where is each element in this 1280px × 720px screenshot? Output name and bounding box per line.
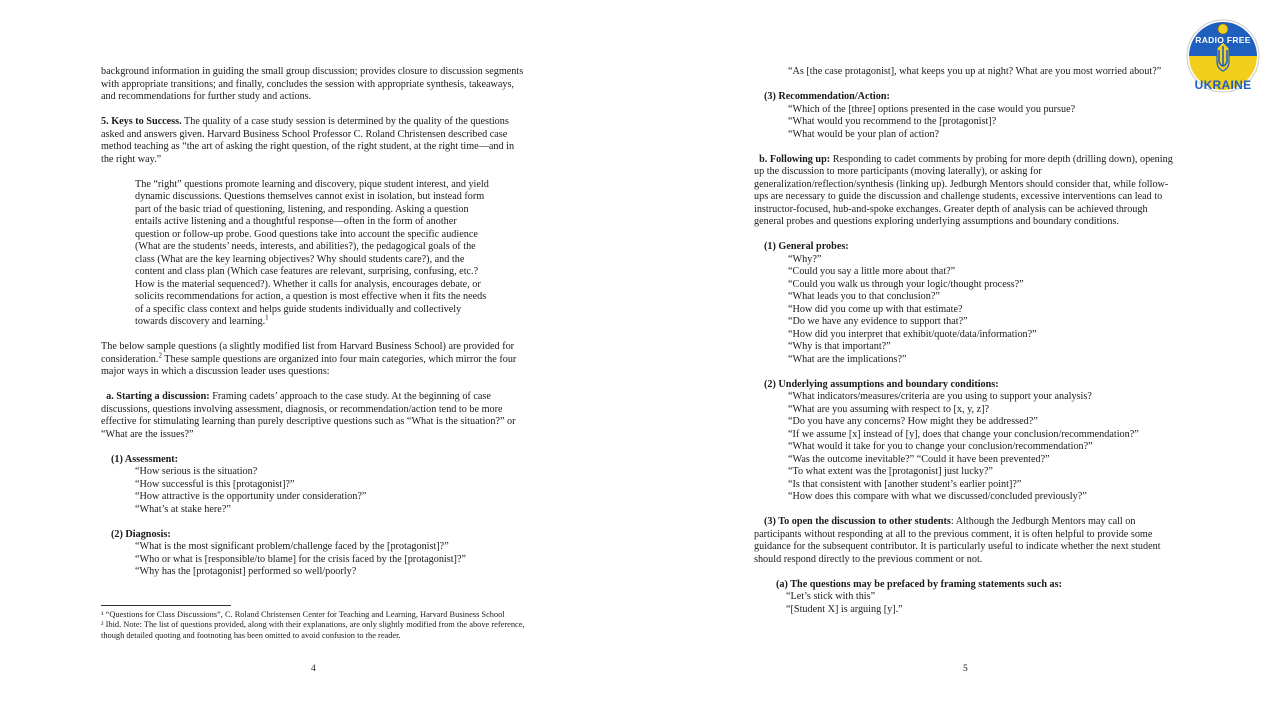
logo-top-text: RADIO FREE [1195, 35, 1251, 45]
assessment-heading [111, 454, 526, 467]
probes-heading [764, 241, 1174, 254]
framing-item: “Let’s stick with this” [786, 591, 876, 602]
assumption-item: “Is that consistent with [another student’s earlier point]?” [788, 478, 1022, 490]
assumption-item: “Do you have any concerns? How might they be addressed?” [788, 416, 1038, 427]
assumption-item: “How does this compare with what we discussed/concluded previously?” [788, 491, 1087, 502]
starting-heading: a. Starting a discussion: [106, 391, 210, 402]
probe-item: “How did you come up with that estimate? [788, 303, 963, 315]
starting-text: Framing cadets’ approach to the case study. At the beginning of case discussions, questions involving assessment, diagnosis, or recommendation/action tend to be more effective for stimulating learning than purely descriptive questions such as “What is the situation?” or “What are the issues?” [101, 391, 516, 440]
block-quote [135, 179, 490, 329]
footnote-ref-2: 2 [158, 351, 162, 360]
footnote-ref-1: 1 [265, 313, 269, 322]
assumption-item: “If we assume [x] instead of [y], does that change your conclusion/recommendation?” [788, 428, 1139, 440]
recommendation-heading [764, 91, 1174, 104]
probe-item: “Could you say a little more about that?” [788, 266, 956, 277]
recommendation-question: “Which of the [three] options presented in the case would you pursue? [788, 103, 1076, 115]
keys-heading: 5. Keys to Success. [101, 116, 182, 127]
diagnosis-question: “Who or what is [responsible/to blame] for the crisis faced by the [protagonist]?” [135, 553, 466, 565]
assessment-question: “How serious is the situation? [135, 466, 258, 477]
probe-item: “What are the implications?” [788, 353, 907, 365]
probe-item: “Why is that important?” [788, 341, 891, 352]
quote-text: The “right” questions promote learning and discovery, pique student interest, and yield dynamic discussions. Questions themselves cannot exist in isolation, but instead form part of the basic triad of questioning, listening, and responding. Asking a question entails active listening and a thoughtful response—often in the form of another question or follow-up probe. Good questions take into account the specific audience (What are the students’ needs, interests, and abilities?), the pedagogical goals of the class (What are the key learning objectives? Why should students care?), and the content and class plan (Which case features are relevant, surprising, confusing, etc.? How is the material sequenced?). Whether it calls for analysis, encourages debate, or solicits recommendations for action, a question is most effective when it fits the needs of a specific class context and helps guide students individually and collectively towards discovery and learning. [135, 178, 489, 327]
open-discussion-text: : Although the Jedburgh Mentors may call on participants without responding at all to the previous comment, it is often helpful to provide some guidance for the subsequent contributor. It is particularly useful to indicate whether the next student should respond directly to the previous comment or not. [754, 516, 1161, 565]
radio-free-ukraine-logo [1186, 16, 1262, 96]
assumption-item: “What indicators/measures/criteria are you using to support your analysis? [788, 391, 1092, 402]
recommendation-question: “What would be your plan of action? [788, 128, 940, 140]
diagnosis-heading-text: (2) Diagnosis: [111, 528, 171, 540]
assumptions-heading-text: (2) Underlying assumptions and boundary conditions: [764, 378, 999, 390]
diagnosis-question: “Why has the [protagonist] performed so well/poorly? [135, 566, 357, 577]
probe-item: “How did you interpret that exhibit/quote/data/information?” [788, 328, 1037, 340]
keys-paragraph [101, 116, 526, 166]
framing-heading [776, 579, 1174, 592]
framing-item: “[Student X] is arguing [y].” [786, 603, 903, 615]
assumption-item: “To what extent was the [protagonist] just lucky?” [788, 466, 993, 477]
footnote-1: ¹ “Questions for Class Discussions”, C. Roland Christensen Center for Teaching and Learning, Harvard Business School [101, 610, 505, 619]
probe-item: “Do we have any evidence to support that?” [788, 316, 968, 327]
assessment-heading-text: (1) Assessment: [111, 453, 179, 465]
starting-paragraph [101, 391, 526, 441]
following-up-paragraph [754, 154, 1174, 229]
framing-heading-text: (a) The questions may be prefaced by framing statements such as: [776, 578, 1063, 590]
left-page [101, 66, 526, 579]
following-up-heading: b. Following up: [759, 153, 831, 165]
open-discussion-paragraph [754, 516, 1174, 566]
logo-bottom-text: UKRAINE [1194, 78, 1252, 92]
footnote-2: ² Ibid. Note: The list of questions provided, along with their explanations, are only slightly modified from the above reference, though detailed quoting and footnoting has been omitted to avoid confusion to the reader. [101, 620, 525, 640]
assumption-item: “What are you assuming with respect to [x, y, z]? [788, 403, 990, 415]
recommendation-question: “What would you recommend to the [protagonist]? [788, 116, 997, 127]
top-quote: “As [the case protagonist], what keeps you up at night? What are you most worried about?” [788, 66, 1162, 77]
assessment-question: “How successful is this [protagonist]?” [135, 478, 295, 490]
diagnosis-question: “What is the most significant problem/challenge faced by the [protagonist]?” [135, 541, 449, 552]
probe-item: “Could you walk us through your logic/thought process?” [788, 278, 1024, 290]
below-paragraph [101, 341, 526, 379]
assumption-item: “Was the outcome inevitable?” “Could it have been prevented?” [788, 453, 1050, 465]
below-text: The below sample questions (a slightly modified list from Harvard Business School) are provided for consideration. [101, 341, 515, 365]
probe-item: “Why?” [788, 253, 822, 265]
assumptions-heading [764, 379, 1174, 392]
page-number-right: 5 [963, 664, 968, 674]
assessment-question: “How attractive is the opportunity under consideration?” [135, 491, 367, 502]
page-number-left: 4 [311, 664, 316, 674]
diagnosis-heading [111, 529, 526, 542]
right-page [754, 66, 1174, 616]
intro-paragraph: background information in guiding the small group discussion; provides closure to discussion segments with appropriate transitions; and finally, concludes the session with appropriate synthesis, takeaways, and recommendations for further study and actions. [101, 66, 524, 102]
probe-item: “What leads you to that conclusion?” [788, 291, 940, 302]
footnotes [101, 605, 526, 641]
following-up-text: Responding to cadet comments by probing for more depth (drilling down), opening up the discussion to more participants (moving laterally), or asking for generalization/reflection/synthesis (linking up). Jedburgh Mentors should consider that, while follow-ups are necessary to guide the discussion and challenge students, excessive interventions can lead to instructor-focused, hub-and-spoke exchanges. Greater depth of analysis can be achieved through general probes and questions exploring underlying assumptions and boundary conditions. [754, 153, 1173, 227]
open-discussion-heading: (3) To open the discussion to other students [764, 516, 951, 527]
below-text-2: These sample questions are organized into four main categories, which mirror the four major ways in which a discussion leader uses questions: [101, 353, 517, 377]
footnote-rule [101, 605, 231, 606]
keys-text: The quality of a case study session is determined by the quality of the questions asked and answers given. Harvard Business School Professor C. Roland Christensen described case method teaching as “the art of asking the right question, of the right student, at the right time—and in the right way.” [101, 116, 515, 165]
assumption-item: “What would it take for you to change your conclusion/recommendation?” [788, 441, 1093, 452]
assessment-question: “What’s at stake here?” [135, 503, 231, 515]
probes-heading-text: (1) General probes: [764, 241, 849, 252]
recommendation-heading-text: (3) Recommendation/Action: [764, 91, 890, 102]
